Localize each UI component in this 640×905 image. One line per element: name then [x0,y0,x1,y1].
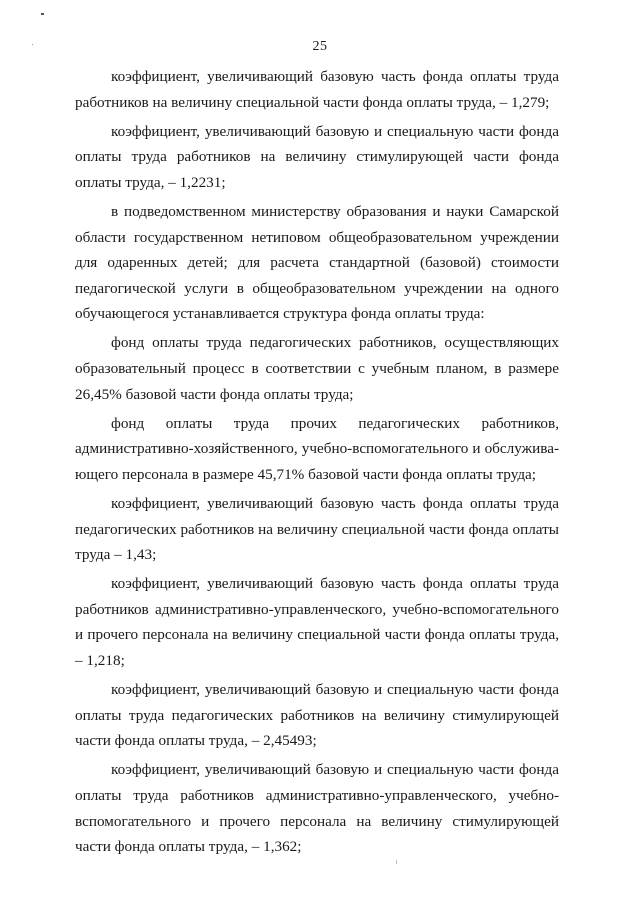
paragraph-6: коэффициент, увеличивающий базовую часть фонда оплаты труда педагогических работников на величину специальной части фонда оплаты труда – 1,43; [75,495,559,564]
paragraph-1: коэффициент, увеличивающий базовую часть фонда оплаты труда работников на величину специальной части фонда оплаты труда, – 1,279; [75,68,559,111]
paragraph-3: в подведомственном министерству образования и науки Самарской области государственном нетиповом общеобразовательном учреждении для одаренных детей; для расчета стандартной (базовой) стоимости педагогической услуги в общеобразовательном учреждении на одного обучающегося устанавливается структура фонда оплаты труда: [75,202,559,323]
document-body [75,64,559,863]
paragraph-5: фонд оплаты труда прочих педагогических работников, административно-хозяйственного, учебно-вспомогательного и обслужива-ющего персонала в размере 45,71% базовой части фонда оплаты труда; [75,414,559,483]
paragraph-9: коэффициент, увеличивающий базовую и специальную части фонда оплаты труда работников административно-управленческого, учебно-вспомогательного и прочего персонала на величину стимулирующей части фонда оплаты труда, – 1,362; [75,761,559,856]
paragraph-7: коэффициент, увеличивающий базовую часть фонда оплаты труда работников административно-управленческого, учебно-вспомогательного и прочего персонала на величину специальной части фонда оплаты труда, – 1,218; [75,575,559,670]
paragraph-4: фонд оплаты труда педагогических работников, осуществляющих образовательный процесс в соответствии с учебным планом, в размере 26,45% базовой части фонда оплаты труда; [75,334,559,403]
page-number: 25 [312,39,328,54]
paragraph-8: коэффициент, увеличивающий базовую и специальную части фонда оплаты труда педагогических работников на величину стимулирующей части фонда оплаты труда, – 2,45493; [75,681,559,750]
scan-speck [41,13,44,15]
paragraph-2: коэффициент, увеличивающий базовую и специальную части фонда оплаты труда работников на величину стимулирующей части фонда оплаты труда, – 1,2231; [75,122,559,191]
